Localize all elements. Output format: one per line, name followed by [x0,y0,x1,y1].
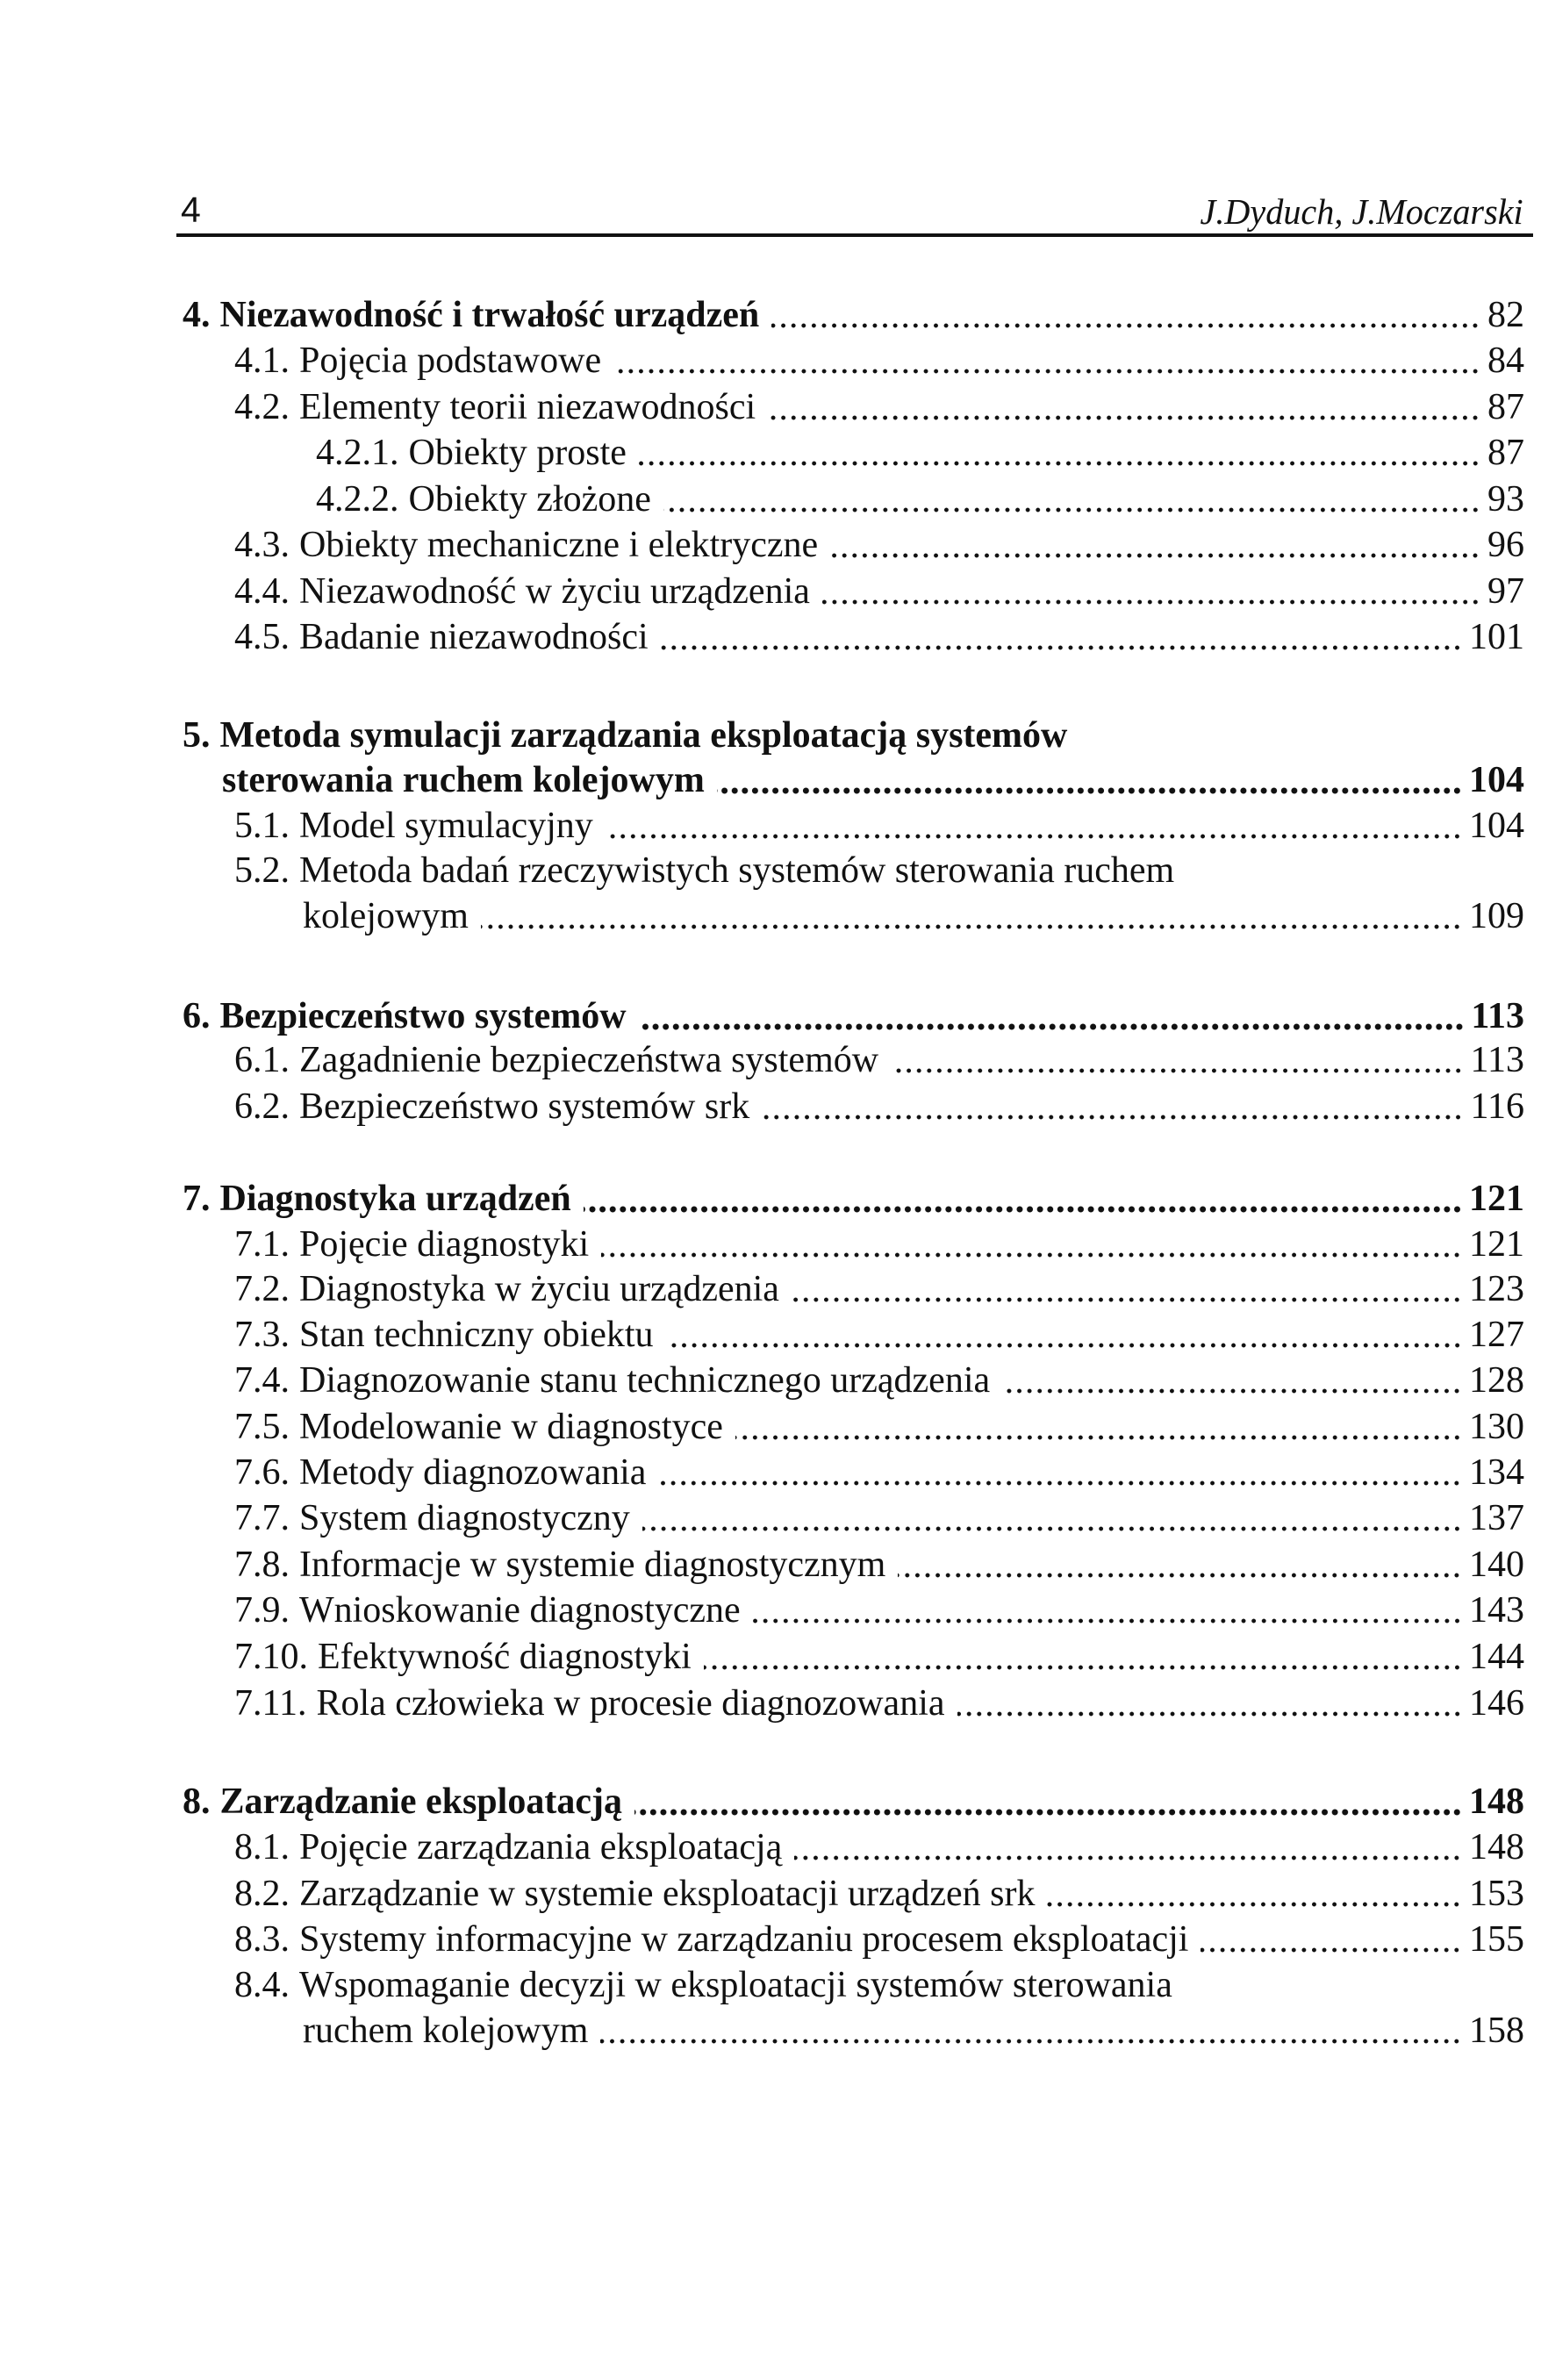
toc-label: 7.8. [234,1545,290,1585]
toc-item-4-2-1[interactable] [0,434,1524,471]
dot-leader [661,619,1462,656]
toc-page: 121 [1469,1224,1524,1265]
toc-page: 101 [1469,617,1524,657]
toc-title: Pojęcia podstawowe [299,341,602,381]
toc-title: Wspomaganie decyzji w eksploatacji systemów sterowania [299,1965,1172,2005]
toc-page: 87 [1487,433,1524,473]
toc-label: 4.5. [234,617,290,657]
toc-title: Modelowanie w diagnostyce [299,1407,723,1447]
toc-item-7-3[interactable] [0,1316,1524,1353]
dot-leader [481,898,1462,935]
toc-label: 8.4. [234,1965,290,2005]
dot-leader [768,389,1480,426]
toc-item-4-5[interactable] [0,619,1524,656]
toc-label: 7.7. [234,1498,290,1538]
toc-item-7-9[interactable] [0,1592,1524,1629]
toc-item-6-1[interactable] [0,1042,1524,1079]
toc-label: 6.2. [234,1086,290,1127]
toc-title: Obiekty proste [408,433,627,473]
toc-title: Zarządzanie eksploatacją [219,1781,622,1822]
toc-label: 7.11. [234,1683,307,1724]
toc-page: 104 [1469,760,1524,800]
toc-chapter-5[interactable] [0,717,1524,754]
dot-leader [666,1316,1462,1353]
toc-item-7-4[interactable] [0,1362,1524,1399]
toc-title: Systemy informacyjne w zarządzaniu procesem eksploatacji [299,1919,1189,1960]
toc-item-5-2[interactable] [0,852,1524,889]
dot-leader [794,1829,1462,1866]
toc-item-4-2-2[interactable] [0,481,1524,518]
header-rule [176,233,1533,237]
toc-label: 7.3. [234,1315,290,1355]
dot-leader [613,342,1480,379]
toc-label: 5.1. [234,806,290,846]
toc-page: 113 [1470,1040,1524,1080]
dot-leader [957,1685,1462,1722]
dot-leader [639,434,1480,471]
toc-title: sterowania ruchem kolejowym [222,760,705,800]
toc-label: 4.4. [234,571,290,612]
toc-item-8-4-continued[interactable] [0,2012,1524,2049]
toc-chapter-8[interactable] [0,1783,1524,1820]
toc-page: 155 [1469,1919,1524,1960]
toc-label: 4.3. [234,525,290,565]
toc-label: 7. [183,1179,211,1219]
toc-item-7-2[interactable] [0,1271,1524,1308]
toc-item-8-4[interactable] [0,1967,1524,2004]
dot-leader [639,998,1465,1035]
toc-title: ruchem kolejowym [303,2011,589,2051]
dot-leader [584,1180,1462,1217]
toc-title: Zarządzanie w systemie eksploatacji urządzeń srk [299,1874,1036,1914]
toc-title: Diagnostyka w życiu urządzenia [299,1269,779,1309]
toc-title: Obiekty złożone [408,479,651,520]
toc-title: Zagadnienie bezpieczeństwa systemów [299,1040,879,1080]
toc-title: Metody diagnozowania [299,1452,647,1493]
toc-label: 6.1. [234,1040,290,1080]
page-number: 4 [181,190,201,230]
running-head-authors: J.Dyduch, J.Moczarski [1200,191,1523,232]
toc-item-7-8[interactable] [0,1546,1524,1583]
toc-label: 4. [183,295,211,335]
toc-chapter-4[interactable] [0,297,1524,333]
dot-leader [898,1546,1462,1583]
dot-leader [1047,1875,1462,1912]
toc-page: 113 [1471,996,1524,1036]
toc-title: Bezpieczeństwo systemów [219,996,627,1036]
toc-title: Pojęcie zarządzania eksploatacją [299,1827,783,1867]
toc-page: 143 [1469,1590,1524,1631]
toc-title: System diagnostyczny [299,1498,630,1538]
toc-page: 127 [1469,1315,1524,1355]
toc-label: 4.2.1. [316,433,399,473]
toc-item-5-1[interactable] [0,807,1524,844]
toc-page: 96 [1487,525,1524,565]
toc-label: 7.2. [234,1269,290,1309]
dot-leader [658,1454,1462,1491]
toc-page: 121 [1469,1179,1524,1219]
toc-title: Informacje w systemie diagnostycznym [299,1545,886,1585]
dot-leader [735,1409,1462,1445]
toc-label: 7.10. [234,1637,308,1677]
toc-label: 7.5. [234,1407,290,1447]
toc-page: 116 [1470,1086,1524,1127]
toc-title: kolejowym [303,896,469,936]
toc-item-7-10[interactable] [0,1638,1524,1675]
toc-page: 148 [1469,1827,1524,1867]
dot-leader [753,1592,1462,1629]
toc-item-4-4[interactable] [0,573,1524,610]
toc-title: Niezawodność w życiu urządzenia [299,571,810,612]
toc-chapter-5-continued[interactable] [0,762,1524,799]
toc-page: 84 [1487,341,1524,381]
toc-title: Wnioskowanie diagnostyczne [299,1590,741,1631]
toc-title: Diagnostyka urządzeń [219,1179,571,1219]
toc-title: Metoda badań rzeczywistych systemów sterowania ruchem [299,850,1175,891]
toc-title: Elementy teorii niezawodności [299,387,756,427]
toc-item-8-1[interactable] [0,1829,1524,1866]
dot-leader [601,1226,1462,1263]
dot-leader [1002,1362,1462,1399]
toc-title: Bezpieczeństwo systemów srk [299,1086,750,1127]
toc-chapter-7[interactable] [0,1180,1524,1217]
toc-title: Badanie niezawodności [299,617,649,657]
toc-label: 8.1. [234,1827,290,1867]
dot-leader [771,297,1480,333]
toc-label: 6. [183,996,211,1036]
toc-label: 7.1. [234,1224,290,1265]
toc-title: Diagnozowanie stanu technicznego urządzenia [299,1360,991,1401]
toc-title: Niezawodność i trwałość urządzeń [219,295,760,335]
toc-page: 137 [1469,1498,1524,1538]
toc-label: 7.6. [234,1452,290,1493]
toc-page: 93 [1487,479,1524,520]
toc-item-6-2[interactable] [0,1088,1524,1125]
dot-leader [762,1088,1463,1125]
dot-leader [642,1500,1462,1537]
toc-page: 130 [1469,1407,1524,1447]
dot-leader [606,807,1462,844]
toc-label: 4.2. [234,387,290,427]
toc-label: 7.4. [234,1360,290,1401]
toc-page: 158 [1469,2011,1524,2051]
dot-leader [891,1042,1463,1079]
dot-leader [822,573,1480,610]
toc-label: 4.2.2. [316,479,399,520]
toc-page: 134 [1469,1452,1524,1493]
toc-page: 128 [1469,1360,1524,1401]
dot-leader [704,1638,1462,1675]
toc-item-4-1[interactable] [0,342,1524,379]
toc-label: 8. [183,1781,211,1822]
toc-item-7-5[interactable] [0,1409,1524,1445]
dot-leader [600,2012,1462,2049]
toc-item-8-3[interactable] [0,1921,1524,1958]
toc-page: 97 [1487,571,1524,612]
toc-title: Obiekty mechaniczne i elektryczne [299,525,819,565]
toc-title: Stan techniczny obiektu [299,1315,654,1355]
toc-label: 7.9. [234,1590,290,1631]
dot-leader [830,527,1480,563]
toc-page: 82 [1487,295,1524,335]
toc-title: Model symulacyjny [299,806,593,846]
toc-label: 8.2. [234,1874,290,1914]
toc-item-5-2-continued[interactable] [0,898,1524,935]
toc-label: 5.2. [234,850,290,891]
toc-item-7-6[interactable] [0,1454,1524,1491]
dot-leader [634,1783,1462,1820]
toc-page: 144 [1469,1637,1524,1677]
toc-page: 153 [1469,1874,1524,1914]
toc-page: 148 [1469,1781,1524,1822]
toc-page: 87 [1487,387,1524,427]
toc-label: 8.3. [234,1919,290,1960]
dot-leader [717,762,1462,799]
dot-leader [1201,1921,1462,1958]
toc-item-7-1[interactable] [0,1226,1524,1263]
toc-page: 140 [1469,1545,1524,1585]
dot-leader [792,1271,1462,1308]
toc-title: Metoda symulacji zarządzania eksploatacją systemów [219,715,1068,756]
toc-title: Pojęcie diagnostyki [299,1224,590,1265]
toc-item-4-2[interactable] [0,389,1524,426]
toc-item-7-11[interactable] [0,1685,1524,1722]
toc-page: 104 [1469,806,1524,846]
toc-page: 146 [1469,1683,1524,1724]
dot-leader [663,481,1480,518]
toc-item-8-2[interactable] [0,1875,1524,1912]
toc-item-7-7[interactable] [0,1500,1524,1537]
toc-label: 4.1. [234,341,290,381]
toc-item-4-3[interactable] [0,527,1524,563]
toc-page: 109 [1469,896,1524,936]
toc-label: 5. [183,715,211,756]
toc-title: Rola człowieka w procesie diagnozowania [316,1683,945,1724]
toc-page: 123 [1469,1269,1524,1309]
toc-chapter-6[interactable] [0,998,1524,1035]
toc-title: Efektywność diagnostyki [318,1637,692,1677]
